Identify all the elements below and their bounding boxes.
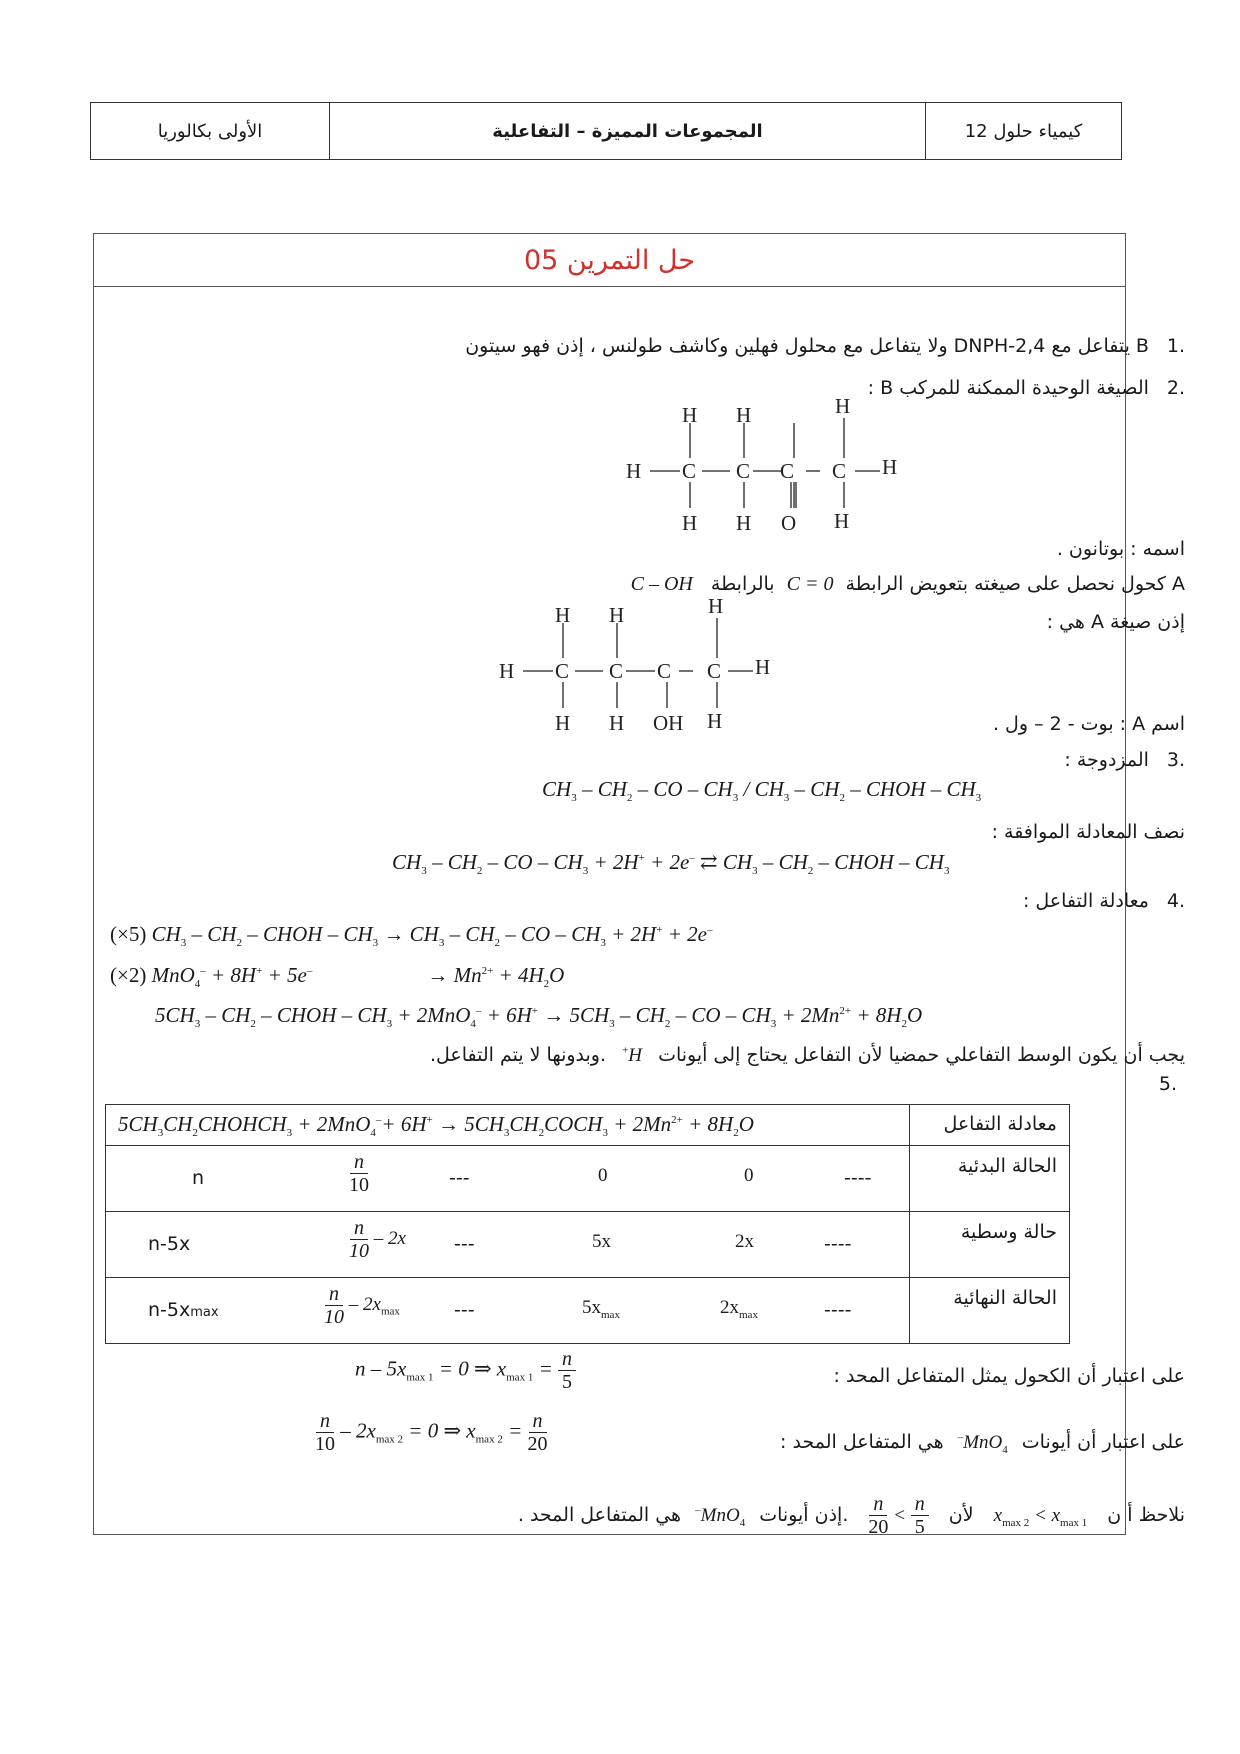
name-b: اسمه : بوتانون . (1056, 538, 1185, 560)
item-1 (465, 335, 1185, 357)
table-row: حالة وسطية n-5x $\frac{n}{10}$ – 2x --- 5x 2x ---- (106, 1211, 1069, 1278)
table-header-row (106, 1105, 1069, 1146)
butanone-structure (620, 398, 920, 540)
final-conclusion: نلاحظ أ ن $x_{max 2} < x_{max 1}$ لأن $\frac{n}{20}$ < $\frac{n}{5}$ .إذن أيونات MnO$_4$– هي المتفاعل المحد . (517, 1493, 1185, 1538)
item-4 (1023, 890, 1185, 912)
atom-h: H (835, 398, 851, 418)
atom-h: H (555, 603, 571, 627)
atom-h: H (609, 711, 625, 735)
c-o-double-bond: C = 0 (786, 573, 834, 595)
table-header-label: معادلة التفاعل (909, 1105, 1069, 1145)
item-number: .1 (1166, 335, 1185, 357)
atom-c: C (657, 659, 672, 683)
atom-c: C (736, 459, 751, 483)
name-a: اسم A : بوت - 2 – ول . (992, 713, 1185, 735)
item-number: .2 (1166, 377, 1185, 399)
item-3 (1064, 749, 1185, 771)
xmax1-equation: $n - 5x_{max 1} = 0$ ⇒ $x_{max 1}$ = $\frac{n}{5}$ (355, 1348, 576, 1393)
atom-h: H (707, 709, 723, 733)
table-row: الحالة البدئية n $\frac{n}{10}$ --- 0 0 ---- (106, 1145, 1069, 1212)
item-2-text: الصيغة الوحيدة الممكنة للمركب B : (867, 377, 1149, 399)
conclusion-alcohol: على اعتبار أن الكحول يمثل المتفاعل المحد : (833, 1365, 1185, 1387)
header-chapter: المجموعات المميزة – التفاعلية (329, 103, 925, 159)
atom-h: H (736, 403, 752, 427)
overall-equation: $5CH_3 - CH_2$ – CHOH – $CH_3 + 2MnO_4^- + 6H^+ \to 5CH_3 - CH_2$ – CO – $CH_3 + 2Mn^{2+} + 8H_2O$ (155, 1003, 923, 1031)
atom-c: C (609, 659, 624, 683)
atom-c: C (832, 459, 847, 483)
atom-h: H (626, 459, 642, 483)
oxidation-half-equation: (×5) $CH_3 - CH_2$ – CHOH – $CH_3 \to CH_3 - CH_2$ – CO – $CH_3 + 2H^+ + 2e^-$ (110, 922, 713, 950)
atom-oh: OH (653, 711, 684, 735)
page-header (90, 102, 1122, 160)
half-equation-label: نصف المعادلة الموافقة : (991, 821, 1185, 843)
atom-c: C (780, 459, 795, 483)
c-oh-bond: C – OH (630, 573, 693, 595)
atom-h: H (499, 659, 515, 683)
atom-c: C (707, 659, 722, 683)
half-equation: $CH_3 - CH_2$ – CO – $CH_3 + 2H^+ + 2e^-$ ⇄ $CH_3 - CH_2$ – CHOH – $CH_3$ (392, 850, 950, 878)
acid-medium-note: يجب أن يكون الوسط التفاعلي حمضيا لأن التفاعل يحتاج إلى أيونات H+ .وبدونها لا يتم التفاعل. (429, 1044, 1185, 1066)
table-row: الحالة النهائية n-5xmax $\frac{n}{10}$ – $2x_{max}$ --- $5x_{max}$ $2x_{max}$ ---- (106, 1277, 1069, 1343)
item-2 (868, 377, 1185, 399)
atom-h: H (736, 511, 752, 535)
atom-o: O (781, 511, 797, 535)
table-equation: $5CH_3CH_2CHOHCH_3 + 2MnO_4^-+ 6H^+$ → $5CH_3CH_2COCH_3 + 2Mn^{2+} + 8H_2O$ (118, 1112, 754, 1140)
xmax2-equation: $\frac{n}{10}$ – $2x_{max 2} = 0$ ⇒ $x_{max 2}$ = $\frac{n}{20}$ (315, 1410, 548, 1455)
butanol-structure (493, 598, 793, 740)
formula-a-label: إذن صيغة A هي : (1046, 611, 1185, 633)
atom-h: H (609, 603, 625, 627)
atom-c: C (555, 659, 570, 683)
progress-table (105, 1104, 1070, 1344)
reduction-half-equation: (×2) $MnO_4^- + 8H^+ + 5e^- \to Mn^{2+} + 4H_2O$ (110, 963, 565, 991)
atom-h: H (708, 598, 724, 618)
conclusion-permanganate: على اعتبار أن أيونات MnO$_4$– هي المتفاعل المحد : (780, 1431, 1185, 1456)
header-subject: كيمياء حلول 12 (925, 103, 1121, 159)
item-3-text: المزدوجة : (1064, 749, 1149, 771)
item-4-text: معادلة التفاعل : (1022, 890, 1149, 912)
alcohol-line: A كحول نحصل على صيغته بتعويض الرابطة C = 0 بالرابطة C – OH (630, 573, 1185, 595)
item-5-number: .5 (1158, 1073, 1177, 1095)
exercise-title: حل التمرين 05 (94, 234, 1125, 287)
atom-h: H (682, 403, 698, 427)
atom-h: H (882, 455, 898, 479)
atom-h: H (682, 511, 698, 535)
atom-h: H (834, 509, 850, 533)
atom-h: H (555, 711, 571, 735)
header-level: الأولى بكالوريا (157, 120, 263, 142)
atom-h: H (755, 655, 771, 679)
item-1-text: B يتفاعل مع 2,4-DNPH ولا يتفاعل مع محلول فهلين وكاشف طولنس ، إذن فهو سيتون (465, 335, 1149, 357)
item-number: .4 (1166, 890, 1185, 912)
item-number: .3 (1166, 749, 1185, 771)
redox-couple: $CH_3 - CH_2$ – CO – $CH_3 / CH_3 - CH_2$ – CHOH – $CH_3$ (542, 777, 982, 805)
atom-c: C (682, 459, 697, 483)
